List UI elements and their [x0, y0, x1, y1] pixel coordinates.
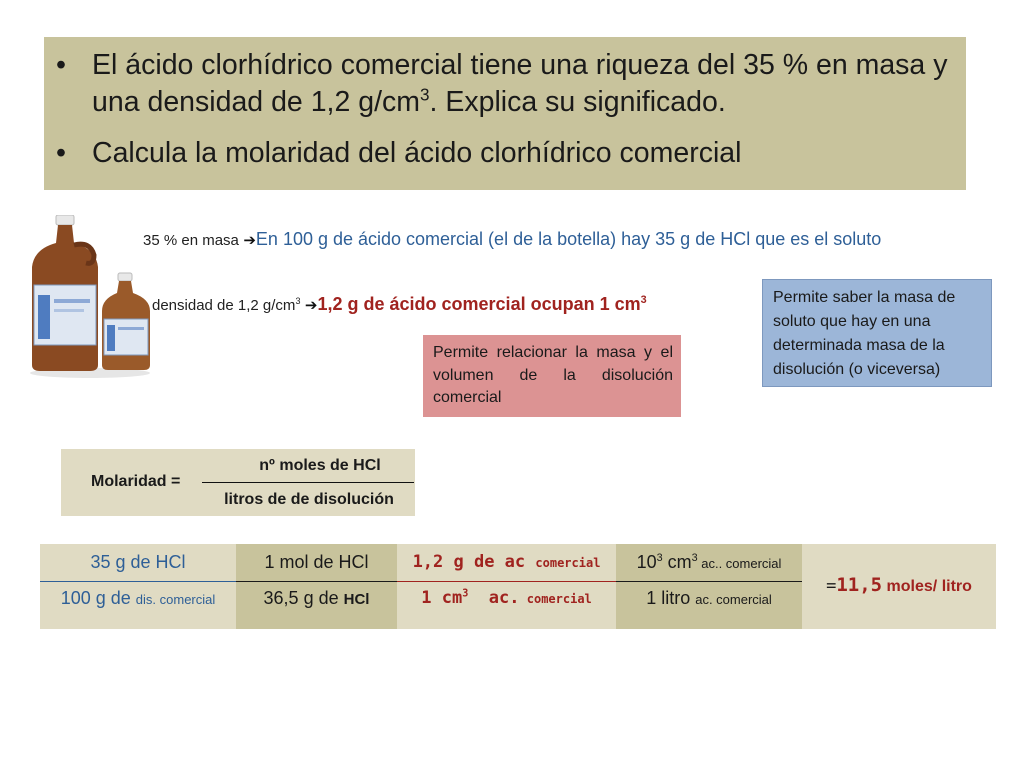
arrow-right-icon: ➔	[304, 297, 318, 314]
title-box	[44, 37, 966, 190]
conversion-factors-table	[40, 544, 996, 629]
factor-1-numerator: 35 g de HCl	[90, 552, 186, 572]
factor-2-bar	[236, 581, 397, 582]
molarity-result: =11,5 moles/ litro	[826, 574, 972, 596]
factor-3-bar	[397, 581, 616, 582]
question-2: • Calcula la molaridad del ácido clorhídrico comercial	[44, 135, 992, 172]
factor-1-denominator: 100 g de dis. comercial	[60, 588, 216, 608]
factor-3-numerator: 1,2 g de ac comercial	[412, 552, 601, 572]
molarity-formula	[61, 449, 415, 516]
factor-4-bar	[616, 581, 802, 582]
factor-volume-conversion	[616, 544, 802, 629]
factor-4-denominator: 1 litro ac. comercial	[646, 588, 772, 608]
factor-1-bar	[40, 581, 236, 582]
mass-percent-explanation	[143, 229, 881, 250]
mass-percent-label: 35 % en masa	[143, 232, 239, 249]
mass-percent-note: Permite saber la masa de soluto que hay en una determinada masa de la disolución (o viceversa)	[762, 279, 992, 387]
factor-2-denominator: 36,5 g de HCl	[263, 588, 370, 608]
factor-mass-percent	[40, 544, 236, 629]
density-label: densidad de 1,2 $g/cm^3$	[152, 296, 301, 314]
arrow-right-icon: ➔	[243, 232, 256, 249]
mass-percent-text: En 100 g de ácido comercial (el de la botella) hay 35 g de HCl que es el soluto	[255, 229, 882, 249]
density-note: Permite relacionar la masa y el volumen de la disolución comercial	[423, 335, 681, 417]
factor-3-denominator: 1 $cm^3$ ac. comercial	[421, 588, 592, 608]
result-cell	[802, 544, 996, 629]
density-text: 1,2 g de ácido comercial ocupan 1 $cm^3$	[317, 294, 647, 314]
molarity-denominator: litros de de disolución	[224, 491, 394, 508]
question-1: • El ácido clorhídrico comercial tiene una riqueza del 35 % en masa y una densidad de 1,2 $g/cm^3$. Explica su significado.	[44, 47, 992, 121]
factor-4-numerator: $10^3$ $cm^3$ ac.. comercial	[636, 552, 782, 572]
molarity-label: Molaridad =	[91, 473, 181, 490]
factor-molar-mass	[236, 544, 397, 629]
molarity-numerator: nº moles de HCl	[259, 457, 381, 474]
acid-bottles-image	[28, 215, 158, 380]
factor-density	[397, 544, 616, 629]
factor-2-numerator: 1 mol de HCl	[264, 552, 369, 572]
fraction-bar	[202, 482, 414, 483]
density-explanation	[152, 294, 647, 315]
